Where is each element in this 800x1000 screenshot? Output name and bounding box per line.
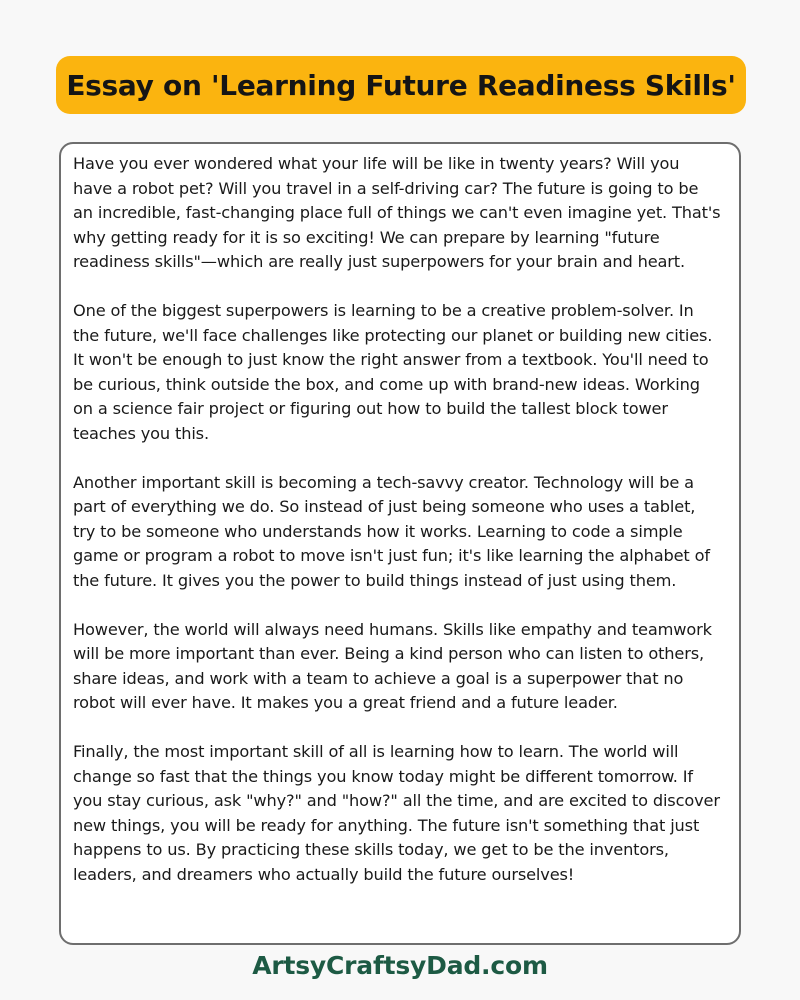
essay-paragraph-1: Have you ever wondered what your life will be like in twenty years? Will you have a robot pet? Will you travel in a self-driving car? The future is going to be an incredible, fast-changing place full of things we can't even imagine yet. That's why getting ready for it is so exciting! We can prepare by learning "future readiness skills"—which are really just superpowers for your brain and heart.: [73, 154, 721, 271]
essay-box: [59, 142, 741, 945]
title-banner: [56, 56, 746, 114]
essay-paragraph-2: One of the biggest superpowers is learning to be a creative problem-solver. In the future, we'll face challenges like protecting our planet or building new cities. It won't be enough to just know the right answer from a textbook. You'll need to be curious, think outside the box, and come up with brand-new ideas. Working on a science fair project or figuring out how to build the tallest block tower teaches you this.: [73, 301, 713, 443]
essay-paragraph-5: Finally, the most important skill of all is learning how to learn. The world will change so fast that the things you know today might be different tomorrow. If you stay curious, ask "why?" and "how?" all the time, and are excited to discover new things, you will be ready for anything. The future isn't something that just happens to us. By practicing these skills today, we get to be the inventors, leaders, and dreamers who actually build the future ourselves!: [73, 742, 720, 884]
essay-paragraph-3: Another important skill is becoming a tech-savvy creator. Technology will be a part of everything we do. So instead of just being someone who uses a tablet, try to be someone who understands how it works. Learning to code a simple game or program a robot to move isn't just fun; it's like learning the alphabet of the future. It gives you the power to build things instead of just using them.: [73, 472, 710, 590]
essay-paragraph-4: However, the world will always need humans. Skills like empathy and teamwork will be more important than ever. Being a kind person who can listen to others, share ideas, and work with a team to achieve a goal is a superpower that no robot will ever have. It makes you a great friend and a future leader.: [73, 619, 712, 712]
site-url-footer: ArtsyCraftsyDad.com: [252, 951, 548, 980]
page-title: Essay on 'Learning Future Readiness Skills': [66, 68, 736, 102]
